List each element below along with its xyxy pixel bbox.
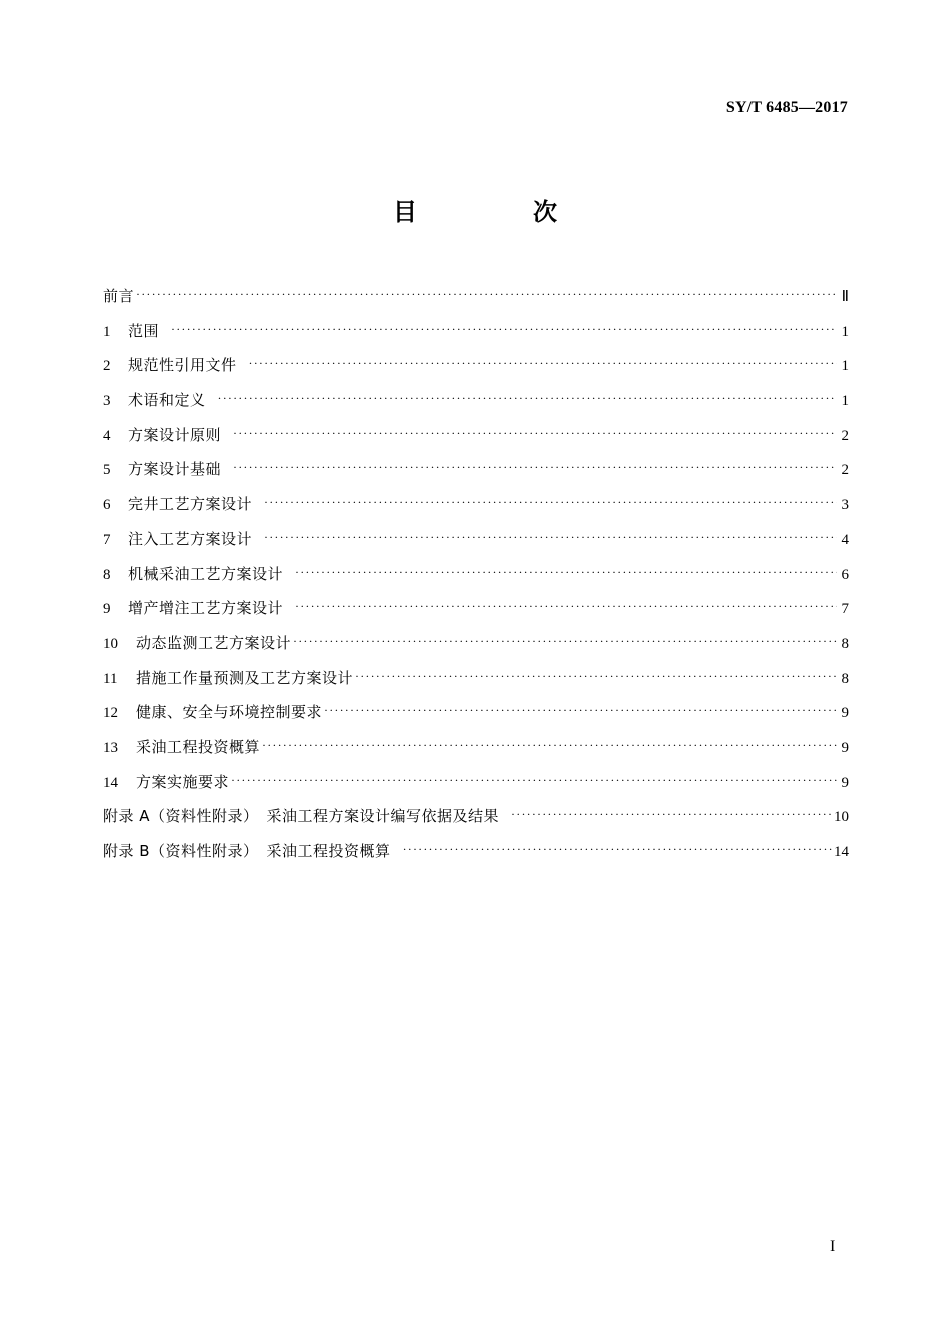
toc-entry-5[interactable] bbox=[103, 452, 849, 487]
toc-entry-number: 11 bbox=[103, 670, 118, 687]
toc-leader-dots bbox=[295, 555, 837, 590]
toc-entry-number: 13 bbox=[103, 739, 118, 756]
toc-entry-6[interactable] bbox=[103, 487, 849, 522]
toc-entry-label: 方案设计基础 bbox=[128, 460, 222, 479]
toc-entry-label: 健康、安全与环境控制要求 bbox=[136, 703, 323, 722]
toc-leader-dots bbox=[264, 520, 837, 555]
toc-leader-dots bbox=[511, 797, 832, 832]
toc-leader-dots bbox=[293, 624, 837, 659]
toc-entry-page: 2 bbox=[841, 427, 849, 444]
toc-leader-dots bbox=[264, 485, 837, 520]
toc-entry-number: 4 bbox=[103, 427, 111, 444]
toc-entry-label: 规范性引用文件 bbox=[128, 356, 237, 375]
page-title: 目 次 bbox=[393, 198, 603, 226]
toc-leader-dots bbox=[262, 728, 837, 763]
toc-entry-page: 3 bbox=[841, 497, 849, 514]
toc-entry-page: 1 bbox=[841, 358, 849, 375]
toc-leader-dots bbox=[249, 346, 837, 381]
toc-entry-label: 术语和定义 bbox=[128, 391, 206, 410]
toc-entry-number: 9 bbox=[103, 601, 111, 618]
page-number: I bbox=[830, 1238, 836, 1255]
toc-entry-2[interactable] bbox=[103, 348, 849, 383]
toc-entry-label: 注入工艺方案设计 bbox=[128, 529, 253, 548]
toc-entry-page: 1 bbox=[841, 393, 849, 410]
toc-entry-appendix-b[interactable] bbox=[103, 834, 849, 869]
toc-entry-number: 8 bbox=[103, 566, 111, 583]
toc-entry-page: 4 bbox=[841, 531, 849, 548]
toc-entry-label: 前言 bbox=[103, 287, 135, 305]
toc-entry-label: 方案实施要求 bbox=[136, 772, 230, 791]
toc-entry-13[interactable] bbox=[103, 730, 849, 765]
toc-leader-dots bbox=[233, 450, 837, 485]
toc-entry-number: 12 bbox=[103, 705, 118, 722]
toc-entry-page: 6 bbox=[841, 566, 849, 583]
toc-entry-page: 10 bbox=[834, 809, 849, 826]
toc-entry-11[interactable] bbox=[103, 661, 849, 696]
toc-entry-number: 7 bbox=[103, 531, 111, 548]
toc-leader-dots bbox=[171, 312, 837, 347]
toc-entry-number: 1 bbox=[103, 323, 111, 340]
toc-entry-label: 增产增注工艺方案设计 bbox=[128, 599, 284, 618]
toc-entry-14[interactable] bbox=[103, 765, 849, 800]
toc-entry-page: 9 bbox=[841, 705, 849, 722]
toc-entry-page: 1 bbox=[841, 323, 849, 340]
toc-entry-page: 14 bbox=[834, 844, 849, 860]
toc-entry-page: 8 bbox=[841, 635, 849, 652]
toc-leader-dots bbox=[355, 659, 837, 694]
toc-leader-dots bbox=[231, 763, 837, 798]
toc-entry-page: 8 bbox=[841, 670, 849, 687]
toc-entry-preface[interactable] bbox=[103, 279, 849, 314]
toc-entry-7[interactable] bbox=[103, 522, 849, 557]
toc-entry-page: 7 bbox=[841, 601, 849, 618]
toc-entry-9[interactable] bbox=[103, 591, 849, 626]
toc-entry-8[interactable] bbox=[103, 557, 849, 592]
toc-entry-label: 完井工艺方案设计 bbox=[128, 495, 253, 514]
toc-entry-number: 2 bbox=[103, 358, 111, 375]
toc-entry-label: 采油工程投资概算 bbox=[136, 737, 261, 756]
toc-entry-page: Ⅱ bbox=[841, 289, 849, 305]
toc-entry-label: 动态监测工艺方案设计 bbox=[136, 633, 292, 652]
toc-entry-page: 9 bbox=[841, 739, 849, 756]
toc-leader-dots bbox=[295, 589, 837, 624]
toc-entry-label: 机械采油工艺方案设计 bbox=[128, 564, 284, 583]
toc-entry-label: 方案设计原则 bbox=[128, 425, 222, 444]
toc-entry-appendix-a[interactable] bbox=[103, 799, 849, 834]
toc-entry-number: 14 bbox=[103, 774, 118, 791]
toc-entry-3[interactable] bbox=[103, 383, 849, 418]
table-of-contents bbox=[103, 279, 849, 869]
toc-entry-4[interactable] bbox=[103, 418, 849, 453]
toc-entry-number: 3 bbox=[103, 393, 111, 410]
standard-code: SY/T 6485—2017 bbox=[725, 99, 848, 116]
toc-entry-number: 10 bbox=[103, 635, 118, 652]
toc-entry-label: 附录 B（资料性附录） 采油工程投资概算 bbox=[103, 842, 391, 860]
toc-entry-12[interactable] bbox=[103, 695, 849, 730]
toc-leader-dots bbox=[218, 381, 837, 416]
toc-entry-label: 附录 A（资料性附录） 采油工程方案设计编写依据及结果 bbox=[103, 807, 500, 826]
toc-entry-10[interactable] bbox=[103, 626, 849, 661]
toc-entry-label: 范围 bbox=[128, 321, 160, 340]
toc-entry-number: 5 bbox=[103, 462, 111, 479]
toc-entry-label: 措施工作量预测及工艺方案设计 bbox=[136, 668, 354, 687]
toc-entry-page: 2 bbox=[841, 462, 849, 479]
toc-entry-page: 9 bbox=[841, 774, 849, 791]
toc-entry-number: 6 bbox=[103, 497, 111, 514]
toc-leader-dots bbox=[233, 416, 837, 451]
toc-leader-dots bbox=[403, 832, 832, 867]
toc-entry-1[interactable] bbox=[103, 314, 849, 349]
toc-leader-dots bbox=[324, 693, 837, 728]
toc-leader-dots bbox=[136, 277, 837, 312]
